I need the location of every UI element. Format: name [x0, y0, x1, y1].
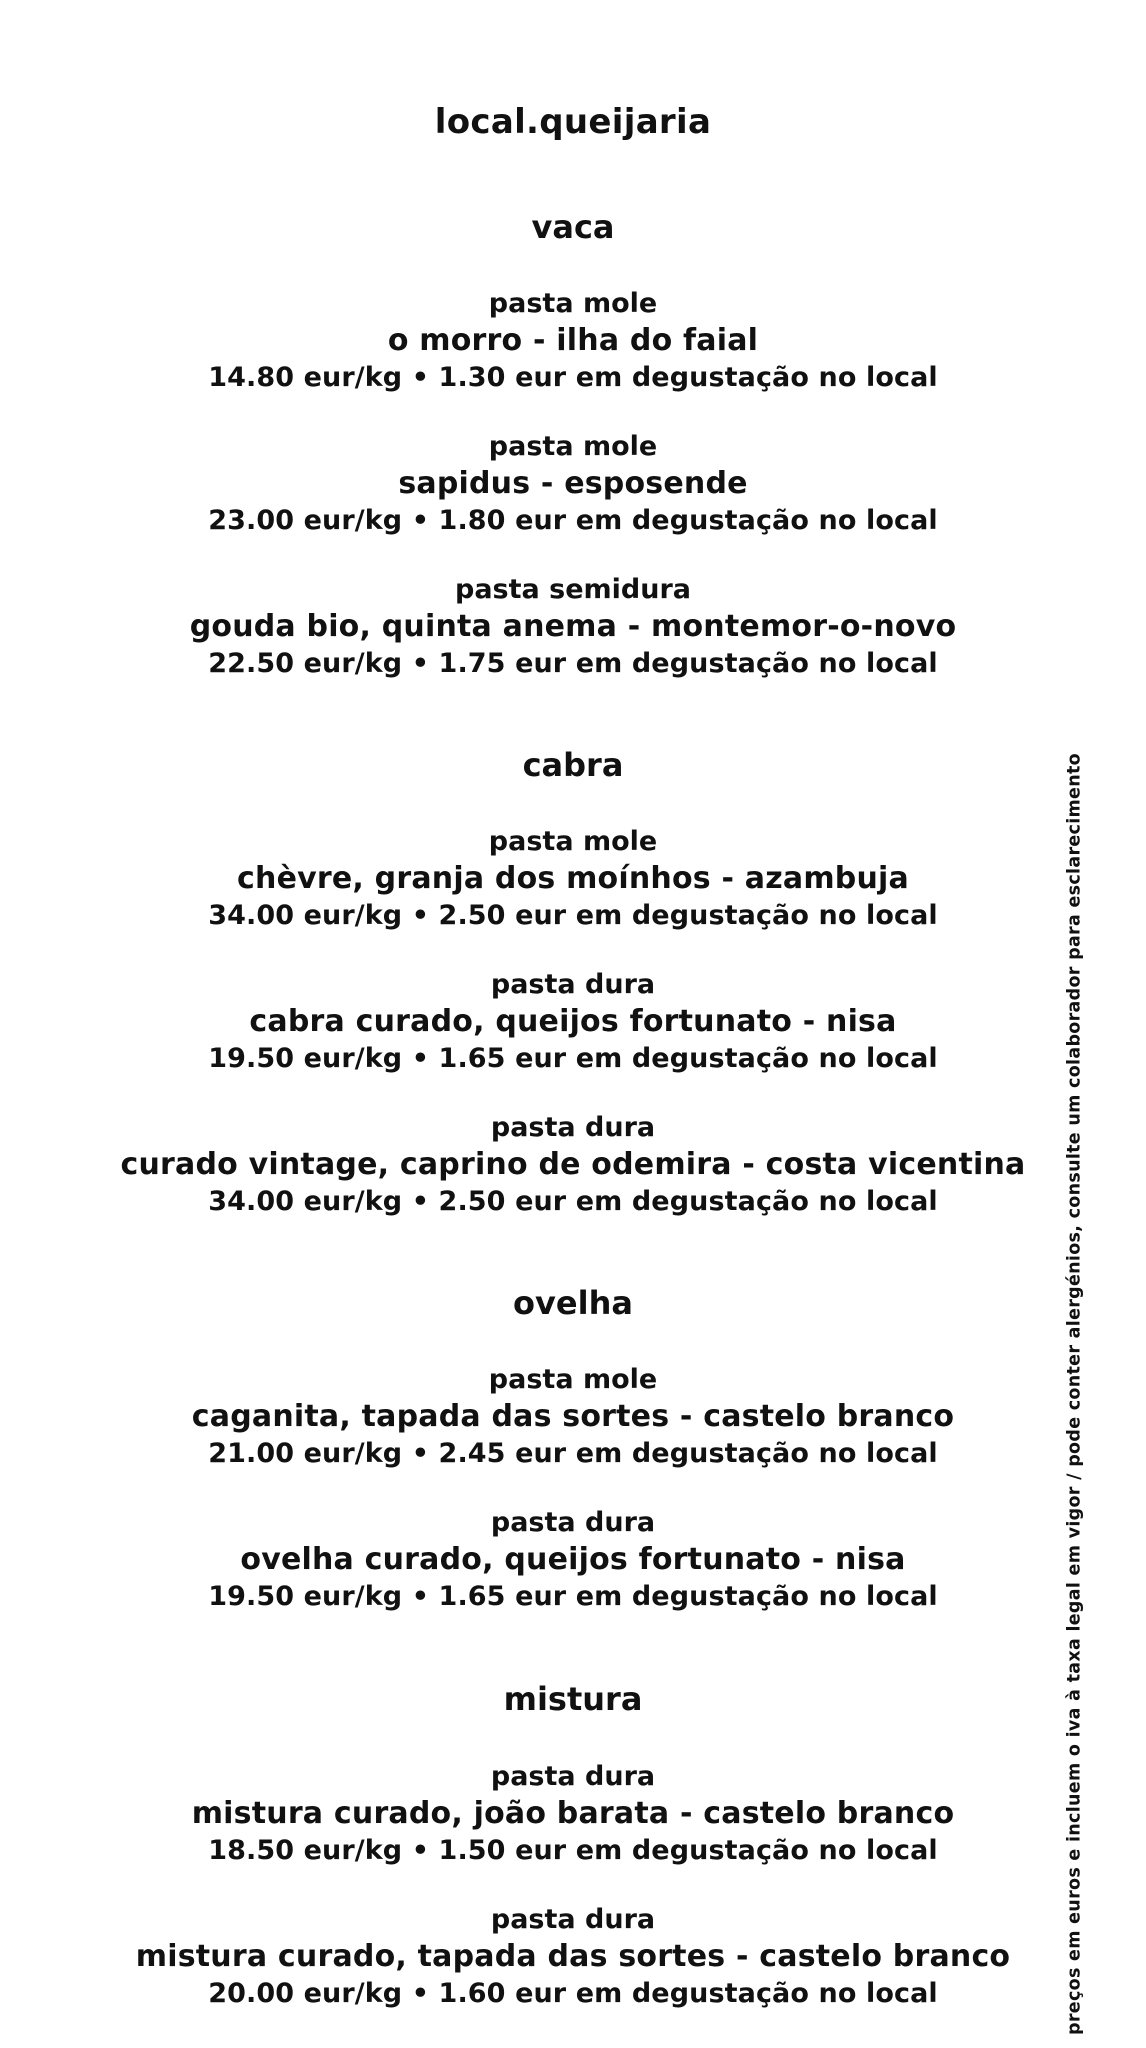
section-heading-mistura: mistura: [503, 1680, 643, 1718]
item-price: 21.00 eur/kg • 2.45 eur em degustação no local: [208, 1438, 938, 1469]
item-name: sapidus - esposende: [398, 466, 748, 501]
item-type: pasta mole: [488, 431, 658, 462]
item-name: cabra curado, queijos fortunato - nisa: [249, 1004, 897, 1039]
item-name: caganita, tapada das sortes - castelo branco: [191, 1399, 955, 1434]
item-type: pasta mole: [488, 1364, 658, 1395]
section-heading-cabra: cabra: [522, 746, 624, 784]
section-heading-ovelha: ovelha: [513, 1284, 633, 1322]
item-price: 14.80 eur/kg • 1.30 eur em degustação no local: [208, 362, 938, 393]
item-name: chèvre, granja dos moínhos - azambuja: [237, 861, 909, 896]
item-price: 19.50 eur/kg • 1.65 eur em degustação no local: [208, 1581, 938, 1612]
item-name: mistura curado, tapada das sortes - castelo branco: [135, 1939, 1011, 1974]
menu-title: local.queijaria: [434, 102, 712, 142]
section-heading-vaca: vaca: [531, 208, 615, 246]
item-type: pasta dura: [490, 1507, 656, 1538]
price-allergen-note: preços em euros e incluem o iva à taxa legal em vigor / pode conter alergénios, consulte um colaborador para esclarecimento: [1064, 753, 1085, 2035]
item-name: gouda bio, quinta anema - montemor-o-novo: [189, 609, 957, 644]
item-type: pasta mole: [488, 288, 658, 319]
item-price: 22.50 eur/kg • 1.75 eur em degustação no local: [208, 648, 938, 679]
item-type: pasta dura: [490, 1761, 656, 1792]
item-price: 23.00 eur/kg • 1.80 eur em degustação no local: [208, 505, 938, 536]
item-type: pasta semidura: [455, 574, 691, 605]
item-price: 34.00 eur/kg • 2.50 eur em degustação no local: [208, 1186, 938, 1217]
item-price: 34.00 eur/kg • 2.50 eur em degustação no local: [208, 900, 938, 931]
item-price: 20.00 eur/kg • 1.60 eur em degustação no local: [208, 1978, 938, 2009]
item-type: pasta dura: [490, 1112, 656, 1143]
item-name: ovelha curado, queijos fortunato - nisa: [240, 1542, 906, 1577]
item-price: 18.50 eur/kg • 1.50 eur em degustação no local: [208, 1835, 938, 1866]
item-type: pasta dura: [490, 1904, 656, 1935]
item-price: 19.50 eur/kg • 1.65 eur em degustação no local: [208, 1043, 938, 1074]
item-name: curado vintage, caprino de odemira - costa vicentina: [120, 1147, 1026, 1182]
item-name: o morro - ilha do faial: [387, 323, 759, 358]
item-type: pasta dura: [490, 969, 656, 1000]
item-type: pasta mole: [488, 826, 658, 857]
item-name: mistura curado, joão barata - castelo branco: [191, 1796, 955, 1831]
